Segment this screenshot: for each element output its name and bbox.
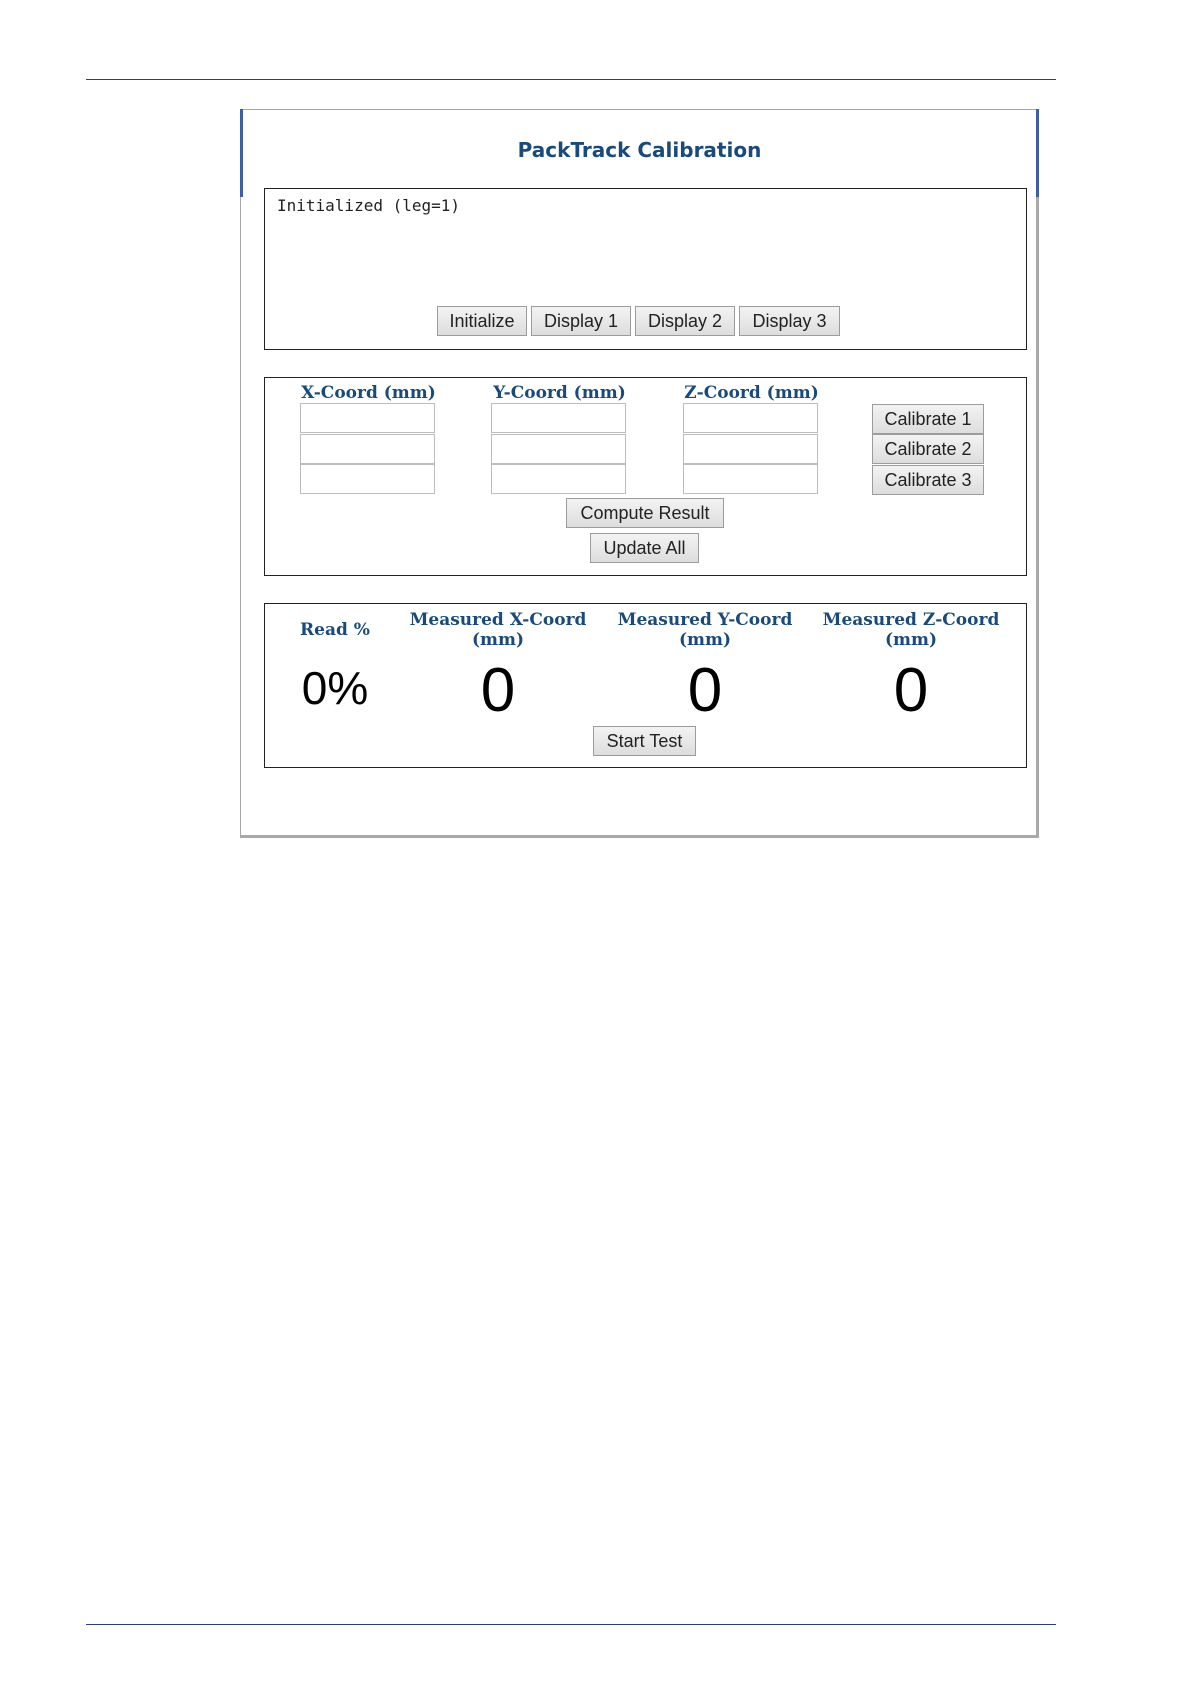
- initialize-button[interactable]: Initialize: [437, 306, 527, 336]
- measured-z-header-line2: (mm): [884, 630, 938, 650]
- y-coord-input-2[interactable]: [491, 434, 626, 464]
- measured-z-value: 0: [893, 656, 929, 725]
- measured-x-value: 0: [480, 656, 516, 725]
- display-2-button[interactable]: Display 2: [635, 306, 735, 336]
- compute-result-button[interactable]: Compute Result: [566, 498, 724, 528]
- measured-y-header: [605, 610, 805, 650]
- update-all-button[interactable]: Update All: [590, 533, 699, 563]
- y-coord-header: Y-Coord (mm): [493, 383, 626, 403]
- calibrate-2-button[interactable]: Calibrate 2: [872, 434, 984, 464]
- measured-y-header-line1: Measured Y-Coord: [617, 610, 793, 630]
- read-percent-value: 0%: [301, 662, 369, 714]
- status-text: Initialized (leg=1): [277, 196, 461, 215]
- measured-y-value: 0: [687, 656, 723, 725]
- calibrate-3-button[interactable]: Calibrate 3: [872, 465, 984, 495]
- y-coord-input-1[interactable]: [491, 403, 626, 433]
- x-coord-header: X-Coord (mm): [301, 383, 436, 403]
- x-coord-input-3[interactable]: [300, 464, 435, 494]
- y-coord-input-3[interactable]: [491, 464, 626, 494]
- z-coord-input-1[interactable]: [683, 403, 818, 433]
- start-test-button[interactable]: Start Test: [593, 726, 696, 756]
- z-coord-input-3[interactable]: [683, 464, 818, 494]
- calibrate-1-button[interactable]: Calibrate 1: [872, 404, 984, 434]
- footer-rule: [86, 1624, 1056, 1625]
- measured-z-header-line1: Measured Z-Coord: [822, 610, 1000, 630]
- measured-x-header-line1: Measured X-Coord: [409, 610, 587, 630]
- measured-z-header: [811, 610, 1011, 650]
- display-1-button[interactable]: Display 1: [531, 306, 631, 336]
- header-rule: [86, 79, 1056, 80]
- measured-x-header: [398, 610, 598, 650]
- page-title: PackTrack Calibration: [517, 138, 762, 162]
- x-coord-input-2[interactable]: [300, 434, 435, 464]
- x-coord-input-1[interactable]: [300, 403, 435, 433]
- measured-x-header-line2: (mm): [471, 630, 525, 650]
- display-3-button[interactable]: Display 3: [739, 306, 840, 336]
- z-coord-input-2[interactable]: [683, 434, 818, 464]
- read-percent-header: Read %: [300, 620, 370, 640]
- z-coord-header: Z-Coord (mm): [684, 383, 819, 403]
- measured-y-header-line2: (mm): [678, 630, 732, 650]
